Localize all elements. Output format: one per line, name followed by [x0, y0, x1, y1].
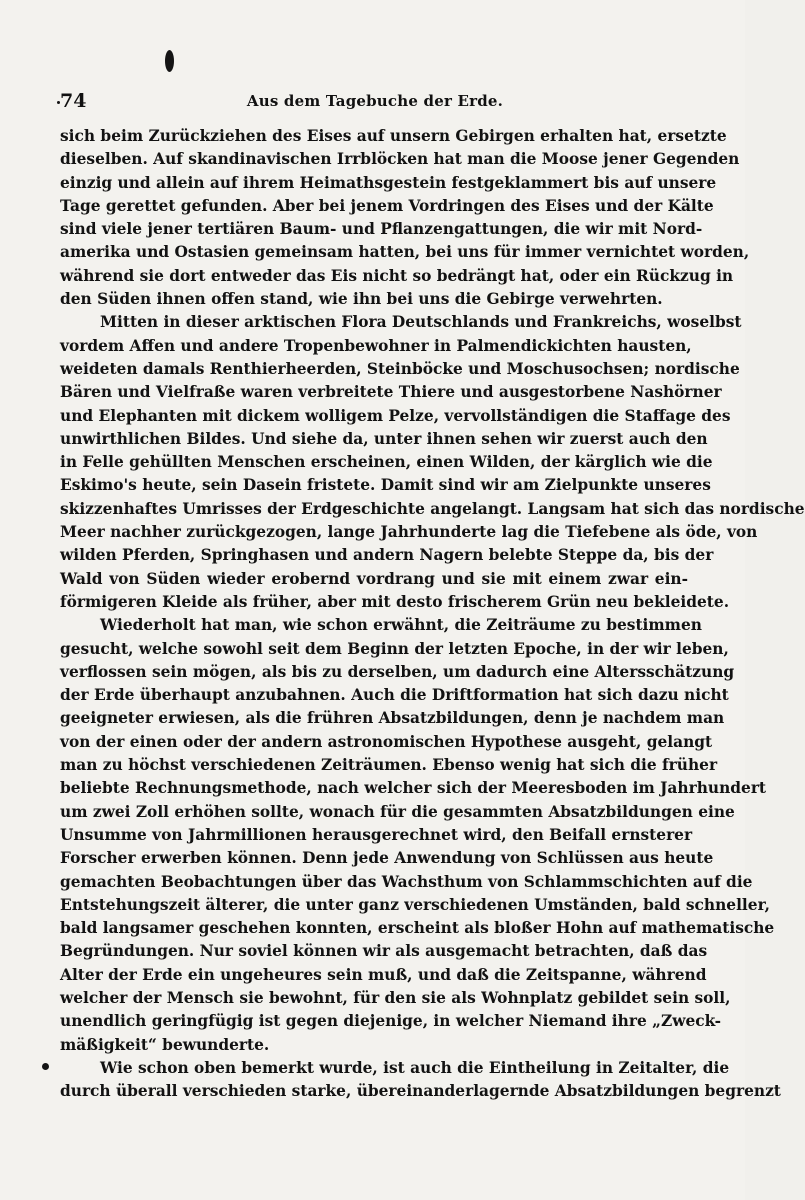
text-line: Wiederholt hat man, wie schon erwähnt, die Zeiträume zu bestimmen: [100, 616, 702, 635]
text-line: Eskimo's heute, sein Dasein fristete. Damit sind wir am Zielpunkte unseres: [60, 476, 711, 495]
text-line: vordem Affen und andere Tropenbewohner in Palmendickichten hausten,: [60, 336, 692, 355]
text-line: Unsumme von Jahrmillionen herausgerechnet wird, den Beifall ernsterer: [60, 825, 693, 844]
text-line: gesucht, welche sowohl seit dem Beginn der letzten Epoche, in der wir leben,: [60, 639, 729, 658]
text-line: förmigeren Kleide als früher, aber mit desto frischerem Grün neu bekleidete.: [60, 592, 730, 611]
text-line: amerika und Ostasien gemeinsam hatten, bei uns für immer vernichtet worden,: [60, 243, 750, 262]
text-line: geeigneter erwiesen, als die frühren Absatzbildungen, denn je nachdem man: [60, 709, 725, 728]
text-line: wilden Pferden, Springhasen und andern Nagern belebte Steppe da, bis der: [60, 546, 714, 565]
text-line: Wie schon oben bemerkt wurde, ist auch die Eintheilung in Zeitalter, die: [100, 1058, 730, 1077]
text-line: Wald von Süden wieder erobernd vordrang und sie mit einem zwar ein-: [60, 569, 688, 588]
text-line: Alter der Erde ein ungeheures sein muß, und daß die Zeitspanne, während: [60, 965, 707, 984]
running-head: [60, 90, 690, 116]
text-line: mäßigkeit“ bewunderte.: [60, 1035, 270, 1054]
page-number: 74: [60, 90, 87, 112]
text-line: skizzenhaftes Umrisses der Erdgeschichte angelangt. Langsam hat sich das nordische: [60, 499, 805, 518]
text-line: Begründungen. Nur soviel können wir als ausgemacht betrachten, daß das: [60, 942, 708, 961]
text-line: Forscher erwerben können. Denn jede Anwendung von Schlüssen aus heute: [60, 849, 714, 868]
text-line: Mitten in dieser arktischen Flora Deutschlands und Frankreichs, woselbst: [100, 313, 742, 332]
text-line: während sie dort entweder das Eis nicht so bedrängt hat, oder ein Rückzug in: [60, 266, 734, 285]
text-line: welcher der Mensch sie bewohnt, für den sie als Wohnplatz gebildet sein soll,: [60, 988, 731, 1007]
text-line: unwirthlichen Bildes. Und siehe da, unter ihnen sehen wir zuerst auch den: [60, 429, 708, 448]
text-line: weideten damals Renthierheerden, Steinböcke und Moschusochsen; nordische: [60, 359, 740, 378]
text-line: Tage gerettet gefunden. Aber bei jenem Vordringen des Eises und der Kälte: [60, 196, 714, 215]
text-line: einzig und allein auf ihrem Heimathsgestein festgeklammert bis auf unsere: [60, 173, 717, 192]
text-line: von der einen oder der andern astronomischen Hypothese ausgeht, gelangt: [60, 732, 713, 751]
text-line: und Elephanten mit dickem wolligem Pelze, vervollständigen die Staffage des: [60, 406, 731, 425]
text-line: gemachten Beobachtungen über das Wachsthum von Schlammschichten auf die: [60, 872, 753, 891]
text-line: man zu höchst verschiedenen Zeiträumen. Ebenso wenig hat sich die früher: [60, 756, 718, 775]
text-line: sind viele jener tertiären Baum- und Pflanzengattungen, die wir mit Nord-: [60, 220, 703, 239]
ink-speck-top: [165, 50, 174, 72]
text-line: verflossen sein mögen, als bis zu derselben, um dadurch eine Altersschätzung: [60, 662, 735, 681]
text-line: bald langsamer geschehen konnten, erscheint als bloßer Hohn auf mathematische: [60, 919, 775, 938]
text-line: sich beim Zurückziehen des Eises auf unsern Gebirgen erhalten hat, ersetzte: [60, 127, 727, 145]
text-line: in Felle gehüllten Menschen erscheinen, einen Wilden, der kärglich wie die: [60, 453, 713, 472]
text-line: Entstehungszeit älterer, die unter ganz verschiedenen Umständen, bald schneller,: [60, 895, 770, 914]
text-line: Meer nachher zurückgezogen, lange Jahrhunderte lag die Tiefebene als öde, von: [60, 523, 758, 542]
running-title: Aus dem Tagebuche der Erde.: [246, 92, 504, 110]
text-line: um zwei Zoll erhöhen sollte, wonach für die gesammten Absatzbildungen eine: [60, 802, 735, 821]
text-line: Bären und Vielfraße waren verbreitete Thiere und ausgestorbene Nashörner: [60, 383, 722, 402]
body-text: [60, 125, 805, 1103]
text-line: durch überall verschieden starke, übereinanderlagernde Absatzbildungen begrenzt: [60, 1082, 781, 1101]
text-line: unendlich geringfügig ist gegen diejenige, in welcher Niemand ihre „Zweck-: [60, 1012, 722, 1031]
ink-speck-left-margin: [42, 1063, 49, 1070]
text-line: der Erde überhaupt anzubahnen. Auch die Driftformation hat sich dazu nicht: [60, 686, 729, 705]
text-line: den Süden ihnen offen stand, wie ihn bei uns die Gebirge verwehrten.: [60, 290, 663, 309]
text-line: beliebte Rechnungsmethode, nach welcher sich der Meeresboden im Jahrhundert: [60, 779, 767, 798]
text-line: dieselben. Auf skandinavischen Irrblöcken hat man die Moose jener Gegenden: [60, 150, 740, 169]
